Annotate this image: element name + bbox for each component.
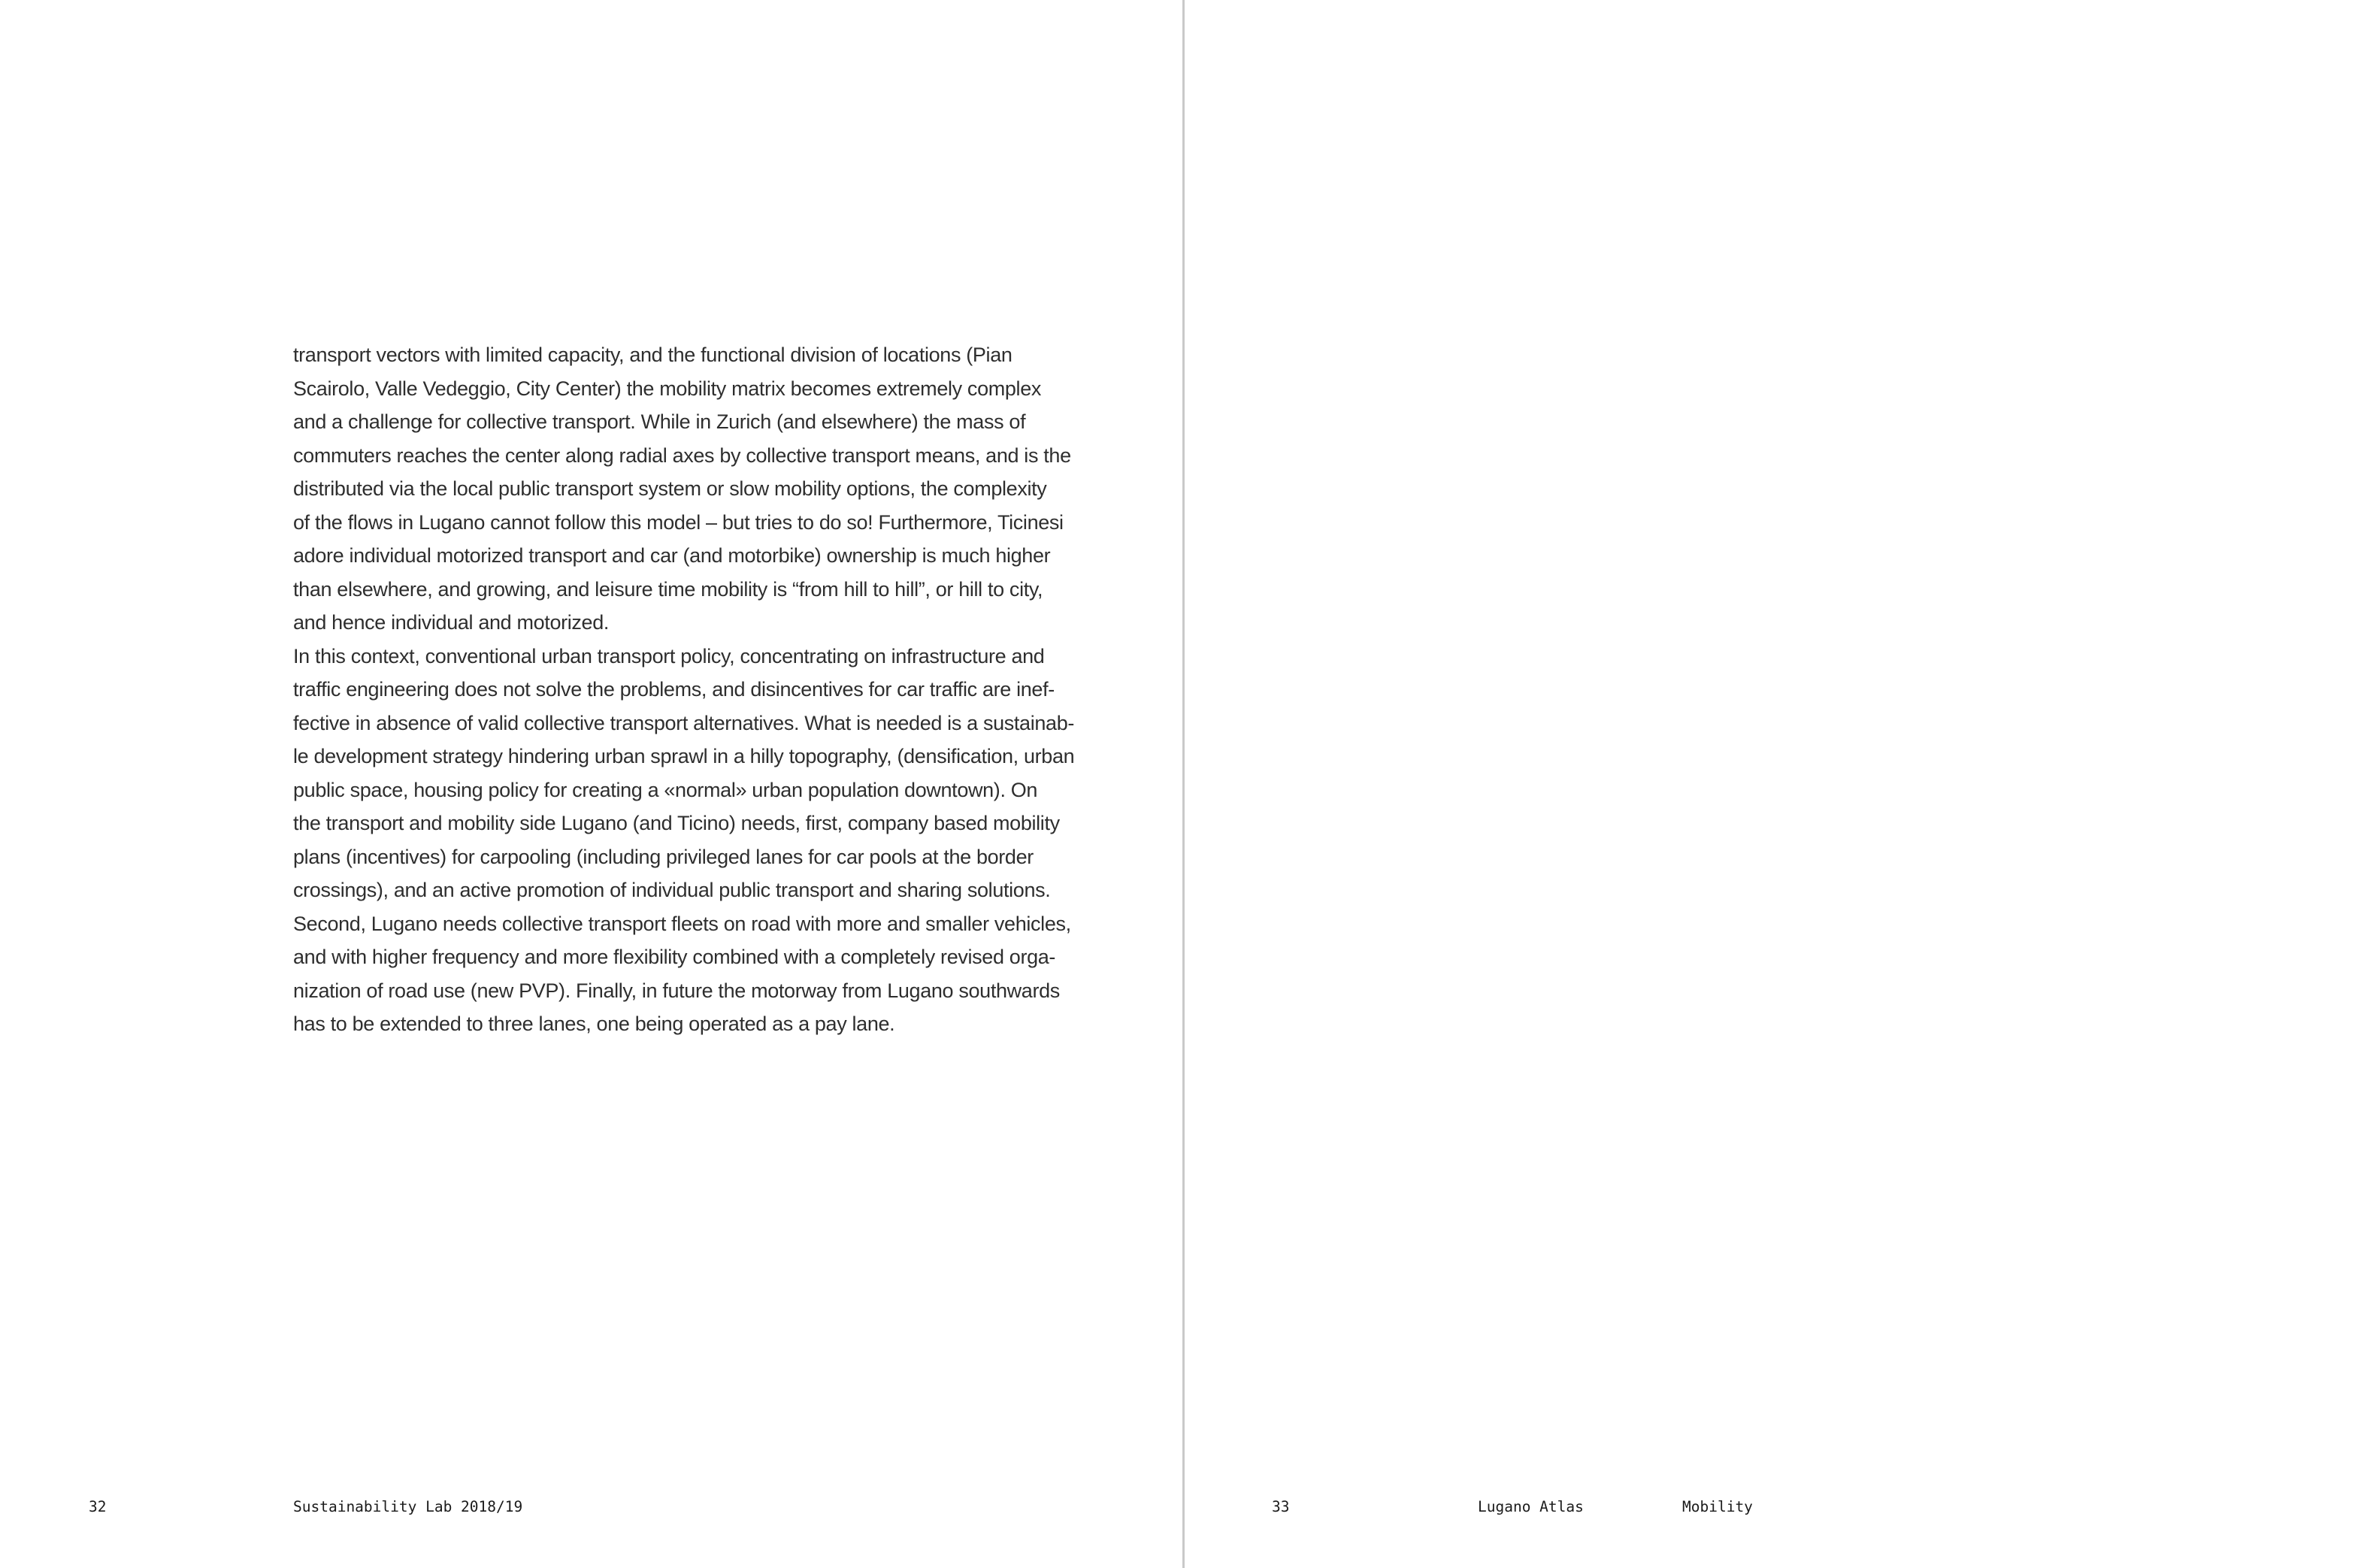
- body-text-column: [293, 338, 1105, 1041]
- body-paragraph-1: transport vectors with limited capacity, and the functional division of locations (Pian Scairolo, Valle Vedeggio, City Center) the mobility matrix becomes extremely complex and a challenge for collective transport. While in Zurich (and elsewhere) the mass of commuters reaches the center along radial axes by collective transport means, and is the distributed via the local public transport system or slow mobility options, the complexity of the flows in Lugano cannot follow this model – but tries to do so! Furthermore, Ticinesi adore individual motorized transport and car (and motorbike) ownership is much higher than elsewhere, and growing, and leisure time mobility is “from hill to hill”, or hill to city, and hence individual and motorized.: [293, 344, 1071, 634]
- right-running-title: Lugano Atlas: [1478, 1498, 1584, 1515]
- body-paragraph-2: In this context, conventional urban transport policy, concentrating on infrastructure and traffic engineering does not solve the problems, and disincentives for car traffic are inef- fective in absence of valid collective transport alternatives. What is needed is a sustainab- le development strategy hindering urban sprawl in a hilly topography, (densification, urban public space, housing policy for creating a «normal» urban population downtown). On the transport and mobility side Lugano (and Ticino) needs, first, company based mobility plans (incentives) for carpooling (including privileged lanes for car pools at the border crossings), and an active promotion of individual public transport and sharing solutions. Second, Lugano needs collective transport fleets on road with more and smaller vehicles, and with higher frequency and more flexibility combined with a completely revised orga- nization of road use (new PVP). Finally, in future the motorway from Lugano southwards has to be extended to three lanes, one being operated as a pay lane.: [293, 644, 1075, 1035]
- left-page-number: 32: [89, 1498, 107, 1515]
- right-page-number: 33: [1272, 1498, 1290, 1515]
- left-running-title: Sustainability Lab 2018/19: [293, 1498, 523, 1515]
- right-section-title: Mobility: [1682, 1498, 1753, 1515]
- left-page: [0, 0, 1183, 1568]
- right-page: [1185, 0, 2367, 1568]
